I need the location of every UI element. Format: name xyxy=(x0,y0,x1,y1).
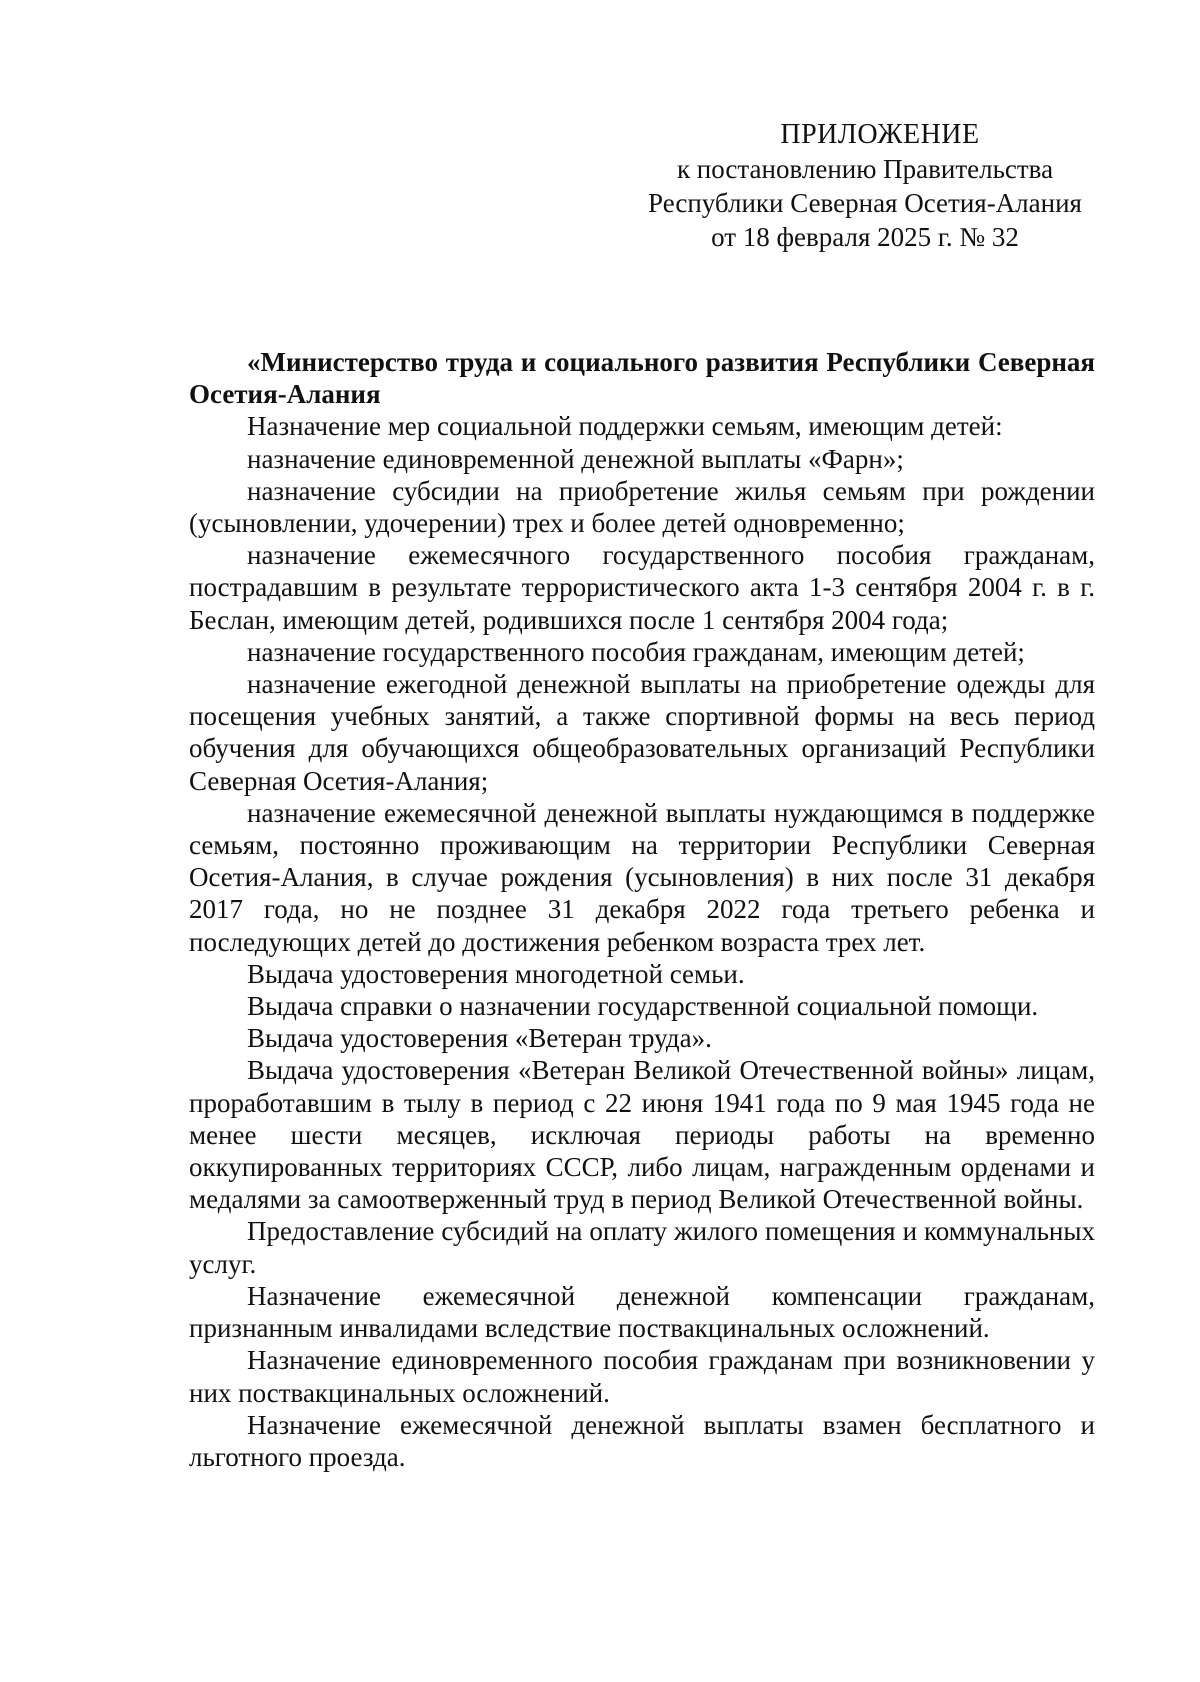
paragraph: Назначение ежемесячной денежной компенсации гражданам, признанным инвалидами вследствие поствакцинальных осложнений. xyxy=(189,1280,1095,1344)
paragraph: назначение ежегодной денежной выплаты на приобретение одежды для посещения учебных занятий, а также спортивной формы на весь период обучения для обучающихся общеобразовательных организаций Республики Северная Осетия-Алания; xyxy=(189,669,1095,796)
paragraph: Назначение мер социальной поддержки семьям, имеющим детей: xyxy=(247,411,1003,442)
paragraph: назначение субсидии на приобретение жилья семьям при рождении (усыновлении, удочерении) трех и более детей одновременно; xyxy=(189,475,1095,539)
document-body xyxy=(189,346,1095,1473)
appendix-line-republic: Республики Северная Осетия-Алания xyxy=(648,188,1082,218)
paragraph: Выдача удостоверения «Ветеран труда». xyxy=(247,1023,712,1054)
paragraph: назначение государственного пособия гражданам, имеющим детей; xyxy=(247,636,1025,667)
appendix-line-date: от 18 февраля 2025 г. № 32 xyxy=(711,222,1019,252)
paragraph: Предоставление субсидий на оплату жилого помещения и коммунальных услуг. xyxy=(189,1216,1095,1279)
appendix-line-resolution: к постановлению Правительства xyxy=(676,154,1054,184)
paragraph: Выдача удостоверения многодетной семьи. xyxy=(247,958,745,989)
paragraph: Назначение ежемесячной денежной выплаты взамен бесплатного и льготного проезда. xyxy=(189,1409,1095,1472)
paragraph: назначение единовременной денежной выплаты «Фарн»; xyxy=(247,443,904,474)
appendix-header xyxy=(630,118,1100,254)
paragraph: назначение ежемесячного государственного пособия гражданам, пострадавшим в результате террористического акта 1-3 сентября 2004 г. в г. Беслан, имеющим детей, родившихся после 1 сентября 2004 года; xyxy=(189,540,1095,635)
paragraph: Выдача справки о назначении государственной социальной помощи. xyxy=(247,991,1039,1022)
organization-heading: «Министерство труда и социального развития Республики Северная Осетия-Алания xyxy=(189,347,1095,410)
appendix-title: ПРИЛОЖЕНИЕ xyxy=(780,119,980,150)
paragraph: Выдача удостоверения «Ветеран Великой Отечественной войны» лицам, проработавшим в тылу в период с 22 июня 1941 года по 9 мая 1945 года не менее шести месяцев, исключая периоды работы на временно оккупированных территориях СССР, либо лицам, награжденным орденами и медалями за самоотверженный труд в период Великой Отечественной войны. xyxy=(189,1055,1095,1215)
paragraph: назначение ежемесячной денежной выплаты нуждающимся в поддержке семьям, постоянно проживающим на территории Республики Северная Осетия-Алания, в случае рождения (усыновления) в них после 31 декабря 2017 года, но не позднее 31 декабря 2022 года третьего ребенка и последующих детей до достижения ребенком возраста трех лет. xyxy=(189,797,1095,957)
paragraph: Назначение единовременного пособия гражданам при возникновении у них поствакцинальных осложнений. xyxy=(189,1345,1095,1408)
